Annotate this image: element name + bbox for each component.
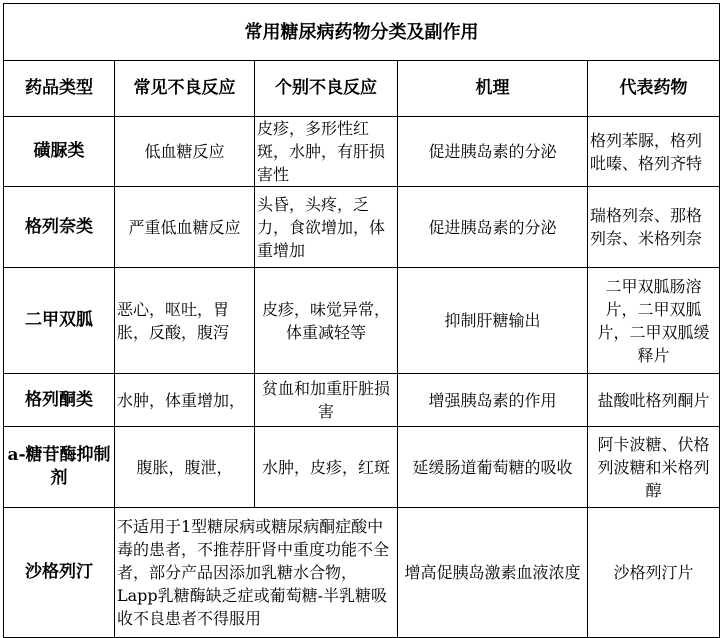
cell-mechanism: 促进胰岛素的分泌 (398, 117, 588, 187)
cell-mechanism: 延缓肠道葡萄糖的吸收 (398, 427, 588, 508)
cell-individual: 头昏，头疼，乏力，食欲增加，体重增加 (255, 187, 398, 268)
cell-mechanism: 促进胰岛素的分泌 (398, 187, 588, 268)
cell-type: 格列酮类 (4, 374, 115, 427)
cell-common: 恶心，呕吐，胃胀，反酸，腹泻 (115, 268, 255, 374)
cell-drugs: 阿卡波糖、伏格列波糖和米格列醇 (588, 427, 720, 508)
table-row (4, 268, 720, 374)
header-common: 常见不良反应 (115, 61, 255, 117)
table-row (4, 374, 720, 427)
cell-common: 严重低血糖反应 (115, 187, 255, 268)
cell-common: 水肿，体重增加， (115, 374, 255, 427)
header-individual: 个别不良反应 (255, 61, 398, 117)
cell-drugs: 格列苯脲，格列吡嗪、格列齐特 (588, 117, 720, 187)
drug-table (3, 3, 720, 638)
cell-common: 低血糖反应 (115, 117, 255, 187)
table-row (4, 187, 720, 268)
cell-mechanism: 增强胰岛素的作用 (398, 374, 588, 427)
table-row (4, 117, 720, 187)
cell-individual: 水肿，皮疹，红斑 (255, 427, 398, 508)
header-drugs: 代表药物 (588, 61, 720, 117)
table-row (4, 427, 720, 508)
cell-drugs: 瑞格列奈、那格列奈、米格列奈 (588, 187, 720, 268)
header-row (4, 61, 720, 117)
cell-type: 二甲双胍 (4, 268, 115, 374)
table-row (4, 508, 720, 638)
header-mechanism: 机理 (398, 61, 588, 117)
cell-individual: 皮疹，味觉异常，体重减轻等 (255, 268, 398, 374)
cell-drugs: 二甲双胍肠溶片，二甲双胍片，二甲双胍缓释片 (588, 268, 720, 374)
cell-drugs: 盐酸吡格列酮片 (588, 374, 720, 427)
cell-type: 磺脲类 (4, 117, 115, 187)
cell-type: a-糖苷酶抑制剂 (4, 427, 115, 508)
cell-type: 沙格列汀 (4, 508, 115, 638)
cell-common: 不适用于1型糖尿病或糖尿病酮症酸中毒的患者，不推荐肝肾中重度功能不全者，部分产品因添加乳糖水合物，Lapp乳糖酶缺乏症或葡萄糖-半乳糖吸收不良患者不得服用 (115, 508, 398, 638)
cell-mechanism: 抑制肝糖输出 (398, 268, 588, 374)
cell-drugs: 沙格列汀片 (588, 508, 720, 638)
header-type: 药品类型 (4, 61, 115, 117)
cell-mechanism: 增高促胰岛激素血液浓度 (398, 508, 588, 638)
cell-individual: 贫血和加重肝脏损害 (255, 374, 398, 427)
cell-type: 格列奈类 (4, 187, 115, 268)
table-title: 常用糖尿病药物分类及副作用 (4, 4, 720, 61)
cell-individual: 皮疹，多形性红斑，水肿，有肝损害性 (255, 117, 398, 187)
cell-common: 腹胀，腹泄， (115, 427, 255, 508)
title-row (4, 4, 720, 61)
